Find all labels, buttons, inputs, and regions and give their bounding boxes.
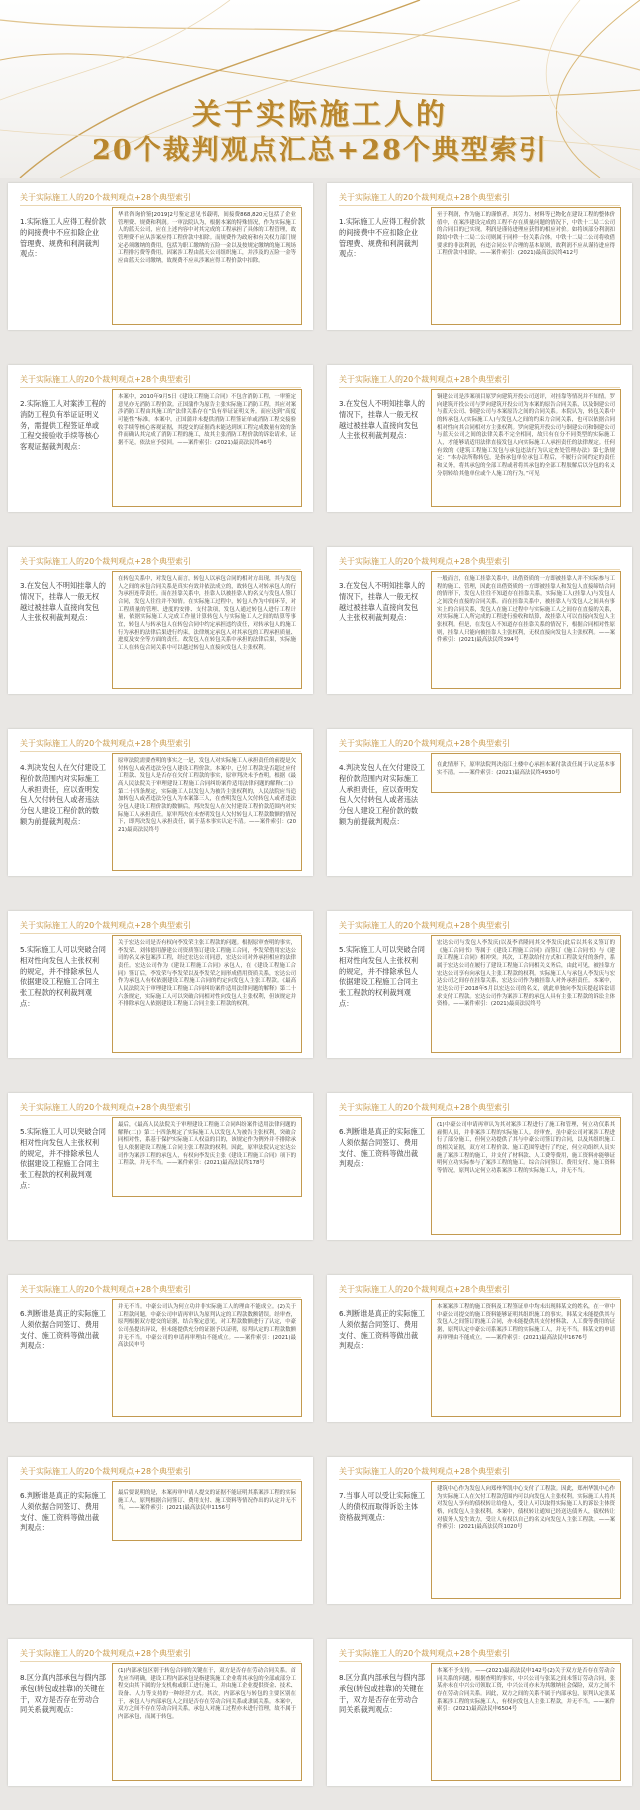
excerpt-text: 并无不当。中豪公司认为何立功并非实际施工人的理由不能成立。(2)关于工程款问题，中豪公司申请再审认为原判认定的工程款数额错误。经审查，原判根据双方提交的证据，结合鉴定意见，对工程款数额进行了认定，中豪公司虽提出异议，但未能提供充分的证据予以证明，原判认定的工程款数额并无不当。中豪公司的申请再审理由不能成立。——案件索引：(2021)最高法民申号 xyxy=(118,1304,296,1349)
slide-header: 关于实际施工人的20个裁判观点+28个典型索引 xyxy=(339,557,511,566)
slide-1 xyxy=(8,183,313,330)
excerpt-text: (1)内部承包区别于转包合同的关键在于，双方是否存在劳动合同关系。首先应当明确，建设工程内部承包是指建筑施工企业将其承包的全部或部分工程交由其下属的分支机构或职工进行施工，并由施工企业提供资金、技术、设备、人力等支持的一种经营方式。其次，内部承包与转包的主要区别在于，承包人与内部承包人之间是否存在劳动合同关系或隶属关系。本案中，双方之间不存在劳动合同关系，承包人对施工过程亦未进行管理，故不属于内部承包，而属于转包。 xyxy=(118,1668,296,1721)
slide-viewpoint: 7.当事人可以受让实际施工人的债权而取得诉讼主体资格裁判观点： xyxy=(339,1491,425,1522)
slide-13 xyxy=(8,1275,313,1422)
header-divider xyxy=(20,205,301,206)
excerpt-text: 至于利润，作为施工的谨慎者，其劳力、材料等已物化在建设工程的整体价值中，在案涉建设完成的工程不存在质量问题的情况下，中铁十二局二公司的合同目的已实现，利润是谨待进理应获得的相应对价。如将该部分利润扣除给中铁十二局二公司则属于同样一份关系合体。中铁十二局二公司将收借要求的非法利润，有违合同公平合理的基本原则，故利润不应从谨待进应得工程价款中扣除。——案件索引：(2021)最高法民终412号 xyxy=(437,212,615,257)
excerpt-box xyxy=(112,1663,302,1781)
slide-viewpoint: 1.实际施工人应得工程价款的间接费中不应扣除企业管理费、规费和利润裁判观点： xyxy=(339,217,425,259)
slide-viewpoint: 5.实际施工人可以突破合同相对性向发包人主张权利的规定，并不排除承包人依据建设工程施工合同主张工程款的权利裁判观点： xyxy=(20,945,106,1008)
slide-header: 关于实际施工人的20个裁判观点+28个典型索引 xyxy=(20,1285,192,1294)
excerpt-text: 本案案涉工程的施工资料及工程签证单中均未出现韩某文的姓名，在一审中中豪公司提交的施工资料能够证明其组织施工的事实。韩某文未能提供其与发包人之间签订的施工合同，亦未能提供其支付材料款、人工费等费用的证据，原判认定中豪公司系案涉工程的实际施工人，并无不当。韩某文的申请再审理由不能成立。——案件索引：(2021)最高法民申1676号 xyxy=(437,1304,615,1341)
slide-header: 关于实际施工人的20个裁判观点+28个典型索引 xyxy=(20,1467,192,1476)
slide-viewpoint: 4.判决发包人在欠付建设工程价款范围内对实际施工人承担责任，应以查明发包人欠付转包人或者违法分包人建设工程价款的数额为前提裁判观点： xyxy=(339,763,425,826)
header-divider xyxy=(20,933,301,934)
excerpt-text: 在转包关系中，对发包人而言，转包人以承包合同的相对方出现，其与发包人之间的承包合同关系是真实有效并依法成立的，故转包人对转承包人的行为承担连带责任。而在挂靠关系中，挂靠人以被挂靠人的名义与发包人签订合同，发包人往往并不知情。在实际施工过程中，转包人作为中间环节，对工程质量的管理、进度的安排、支付款项，发包人通过转包人进行工程计量，依据实际施工人完成工作量计算转包人与实际施工人之间的结算等事宜，转包人与转承包人在转包合同中约定承担违约责任，对转承包人的施工行为承担的法律后果进行约束，法律规定承包人对其承包的工程承担质量、进度及安全等方面的责任。故发包人在转包关系中承担的法律后果，实际施工人在转包合同关系中可以越过转包人直接向发包人主张权利。 xyxy=(118,576,296,652)
slide-header: 关于实际施工人的20个裁判观点+28个典型索引 xyxy=(339,739,511,748)
slide-header: 关于实际施工人的20个裁判观点+28个典型索引 xyxy=(339,1103,511,1112)
header-divider xyxy=(339,205,620,206)
slide-8 xyxy=(327,729,632,876)
excerpt-text: 最后，《最高人民法院关于审理建设工程施工合同纠纷案件适用法律问题的解释(二)》第二十四条规定了实际施工人以发包人为被告主张权利，突破合同相对性，系基于保护实际施工人权益的目的，该规定作为例外并不排除承包人依据建设工程施工合同主张工程款的权利。因此，原审法院认定宏达公司作为案涉工程的承包人，有权向李发庆主张《建设工程施工合同》项下的工程款，并无不当。——案件索引：(2021)最高法民终178号 xyxy=(118,1122,296,1167)
excerpt-text: 一般而言，在施工挂靠关系中，出借资质的一方即被挂靠人并不实际参与工程的施工、管理，因此在出借资质的一方即被挂靠人和发包人直接缔结合同的情形下，发包人往往不知道存在挂靠关系，实际施工人(挂靠人)与发包人之间没有直接的合同关系。而在挂靠关系中，被挂靠人与发包人之间具有事实上的合同关系，发包人在施工过程中与实际施工人之间存在直接的关系，对实际施工人所完成的工程进行验收和结算，故挂靠人可以直接向发包人主张权利。但是，在发包人不知道存在挂靠关系的情况下，根据合同相对性原则，挂靠人只能向被挂靠人主张权利，无权直接向发包人主张权利。——案件索引：(2021)最高法民终394号 xyxy=(437,576,615,644)
slide-viewpoint: 8.区分真内部承包与假内部承包(转包或挂靠)的关键在于，双方是否存在劳动合同关系裁判观点： xyxy=(20,1673,106,1715)
excerpt-text: 宏达公司与发包人李发庆(以及李君隆同其父李发庆)此后以其名义签订的《施工合同书》等属于《建设工程施工合同》而签订《施工合同书》与《建设工程施工合同》相冲突。其次，工程款给付方式和工程款支付的条件，系属于宏达公司在履行了建设工程施工合同相关义务后，由此可见，被挂靠方宏达公司享有向承包人主张工程款的权利。实际施工人与承包人李发庆与宏达公司之间存在挂靠关系，宏达公司作为被挂靠人对外承担责任。本案中，宏达公司于2018年5月以宏达公司的名义，就此单独向李发庆提起诉讼请求支付工程款。宏达公司作为案涉工程的承包人具有主张工程款的诉讼主体资格。——案件索引：(2021)最高法民终号 xyxy=(437,940,615,1008)
excerpt-text: 原审法院需要查明的事实之一是，发包人对实际施工人承担责任的前提是欠付转包人或者违法分包人建设工程价款。本案中，已付工程款是否超过应付工程款、发包人是否存在欠付工程款的事实，原审判决未予查明。根据《最高人民法院关于审理建设工程施工合同纠纷案件适用法律问题的解释(二)》第二十四条规定，实际施工人以发包人为被告主张权利的，人民法院应当追加转包人或者违法分包人为本案第三人，在查明发包人欠付转包人或者违法分包人建设工程价款的数额后，判决发包人在欠付建设工程价款范围内对实际施工人承担责任。原审判决在未查明发包人欠付转包人工程款数额的情况下，即判决发包人承担责任，属于基本事实认定不清。——案件索引：(2021)最高法民终号 xyxy=(118,758,296,834)
excerpt-text: (1)中豪公司申请再审认为其对案涉工程进行了施工和管理，何立功仅系其雇佣人员，并非案涉工程的实际施工人。经审查，虽中豪公司对案涉工程进行了部分施工，但何立功提供了其与中豪公司签订的合同，以及其组织施工的相关证据，双方对工程价款、施工范围等进行了约定，何立功组织人员实施了案涉工程的施工，并支付了材料款、人工费等费用，施工资料亦能够证明何立功实际参与了案涉工程的施工。综合合同签订、费用支付、施工资料等情况，原判认定何立功系案涉工程的实际施工人，并无不当。 xyxy=(437,1122,615,1175)
excerpt-box xyxy=(431,1117,621,1235)
header-divider xyxy=(20,1661,301,1662)
excerpt-box xyxy=(112,935,302,1053)
excerpt-box xyxy=(112,1481,302,1541)
slide-header: 关于实际施工人的20个裁判观点+28个典型索引 xyxy=(20,1649,192,1658)
excerpt-text: 在此情形下，原审法院判决南江土楼中心承担本案付款责任属于认定基本事实不清。——案件索引：(2021)最高法民终4930号 xyxy=(437,762,615,776)
excerpt-text: 建筑中心作为发包人向郑州华凯中心支付了工程款。因此，郑州华凯中心作为实际施工人在欠付工程款范围内可以向发包人主张权利。实际施工人将其对发包人享有的债权转让给他人，受让人可以取得实际施工人的诉讼主体资格，向发包人主张权利。本案中，债权转让通知已经送达债务人，债权转让对债务人发生效力，受让人有权以自己的名义向发包人主张工程款。——案件索引：(2021)最高法民终1020号 xyxy=(437,1486,615,1531)
excerpt-box xyxy=(431,207,621,325)
header-divider xyxy=(20,387,301,388)
slide-17 xyxy=(8,1639,313,1786)
slide-viewpoint: 1.实际施工人应得工程价款的间接费中不应扣除企业管理费、规费和利润裁判观点： xyxy=(20,217,106,259)
header-divider xyxy=(20,569,301,570)
header-divider xyxy=(339,1479,620,1480)
slide-header: 关于实际施工人的20个裁判观点+28个典型索引 xyxy=(20,375,192,384)
slide-header: 关于实际施工人的20个裁判观点+28个典型索引 xyxy=(339,1649,511,1658)
slide-viewpoint: 3.在发包人不明知挂靠人的情况下，挂靠人一般无权越过被挂靠人直接向发包人主张权利裁判观点： xyxy=(339,399,425,441)
slide-viewpoint: 4.判决发包人在欠付建设工程价款范围内对实际施工人承担责任，应以查明发包人欠付转包人或者违法分包人建设工程价款的数额为前提裁判观点： xyxy=(20,763,106,826)
slide-12 xyxy=(327,1093,632,1240)
slide-header: 关于实际施工人的20个裁判观点+28个典型索引 xyxy=(339,1285,511,1294)
slide-header: 关于实际施工人的20个裁判观点+28个典型索引 xyxy=(20,193,192,202)
slide-10 xyxy=(327,911,632,1058)
header-divider xyxy=(339,387,620,388)
slide-4 xyxy=(327,365,632,512)
slide-5 xyxy=(8,547,313,694)
excerpt-text: 本案不予支持。——(2021)最高法民申142号(2)关于双方是否存在劳动合同关系的问题，根据查明的事实，中兴公司与张某之间未签订劳动合同，张某亦未在中兴公司领取工资，中兴公司亦未为其缴纳社会保险，双方之间不存在劳动合同关系。因此，双方之间的关系不属于内部承包，原判认定张某系案涉工程的实际施工人，有权向发包人主张工程款，并无不当。——案件索引：(2021)最高法民申6504号 xyxy=(437,1668,615,1713)
excerpt-box xyxy=(112,389,302,507)
header-divider xyxy=(339,1297,620,1298)
slide-viewpoint: 6.判断谁是真正的实际施工人须依据合同签订、费用支付、施工资料等做出裁判观点： xyxy=(20,1309,106,1351)
excerpt-text: 华君咨询价鉴[2019]2号鉴定意见书载明，间接费868,820元包括了企业管理费、规费和利润。一审法院认为，根据本案的特殊情况，作为实际施工人的蓝天公司，应在上述内容中对其完成的工程承担了具体的工程管理，故管理费不应从涉案应得工程价款中扣除。而规费作为政府和有关权力部门规定必须缴纳的费用，包括为职工缴纳的五险一金以及按规定缴纳的施工现场工程排污费等费用，因案涉工程由蓝天公司组织施工，并涉及的五险一金等应由蓝天公司缴纳，故规费不应从涉案应得工程价款中扣除。 xyxy=(118,212,296,265)
excerpt-box xyxy=(112,1117,302,1197)
slide-header: 关于实际施工人的20个裁判观点+28个典型索引 xyxy=(20,557,192,566)
excerpt-box xyxy=(112,207,302,325)
header-divider xyxy=(20,1479,301,1480)
slide-viewpoint: 5.实际施工人可以突破合同相对性向发包人主张权利的规定，并不排除承包人依据建设工程施工合同主张工程款的权利裁判观点： xyxy=(339,945,425,1008)
excerpt-text: 本案中，2010年9月5日《建设工程施工合同》不包含消防工程，一审鉴定意见亦无消防工程价款。正国蒲作为原告主张实际施工消防工程，其应对案涉消防工程由其施工的“法律关系存在”负有举证证明义务。而应达到“高度可能性”标准。本案中，正国蒲并未提供消防工程签证单或消防工程交接验收手续等核心客观证据，其提交的证据尚未能达到该工程完成数量有效的条件而确认其完成了消防工程的施工，故其主张消防工程价款的诉讼请求，证据不足，依法应予驳回。——案件索引：(2021)最高法民终46号 xyxy=(118,394,296,447)
header-divider xyxy=(20,1297,301,1298)
banner-title-line1: 关于实际施工人的 xyxy=(191,97,448,131)
excerpt-text: 关于宏达公司是否有权向李发荣主张工程款的问题。根据原审查明的事实，李发荣、刘伟德用静建公司资质签订建设工程施工合同，李发荣借用宏达公司的名义承包案涉工程，经过宏达公司同意，宏达公司对外承担相应的法律责任。宏达公司作为《建设工程施工合同》承包人，在《建设工程施工合同》签订后，李发荣与李发荣以及李发荣之间形成借用资质关系，宏达公司作为承包人有权依据建设工程施工合同的约定向发包人主张工程款。《最高人民法院关于审理建设工程施工合同纠纷案件适用法律问题的解释》第二十六条规定，实际施工人可以突破合同相对性向发包人主张权利，但该规定并不排除承包人依据建设工程施工合同主张工程款的权利。 xyxy=(118,940,296,1008)
banner xyxy=(0,0,640,178)
slide-16 xyxy=(327,1457,632,1604)
excerpt-box xyxy=(431,389,621,507)
slide-header: 关于实际施工人的20个裁判观点+28个典型索引 xyxy=(20,1103,192,1112)
excerpt-box xyxy=(431,571,621,689)
slide-viewpoint: 6.判断谁是真正的实际施工人须依据合同签订、费用支付、施工资料等做出裁判观点： xyxy=(339,1127,425,1169)
excerpt-text: 铜建公司是涉案项目原罗向建筑开投公司送评，对挂靠等情况并不知情。罗向建筑开投公司与罗向建筑开投公司为本案的原告合同关系，以及铜建公司与蓝天公司、铜建公司与本案原告之间的合同关系。本院认为，转包关系中的转承包人(实际施工人)与发包人之间的约束力合同关系，也可以依据合同相对性向其合同相对方主张权利。罗向建筑开投公司与铜建公司和铜建公司与蓝天公司之间的法律关系不完全相同，故只有在分不同类型的实际施工人，才能够请适用法律直接发包人向实际施工人承担责任的法律规定。任何有效的《建筑工程施工发包与承包违法行为认定查处管理办法》第七条规定：“本办法所称转包，是指承包单位承包工程后，不履行合同约定的责任和义务，将其承包的全部工程或者将其承包的全部工程肢解后以分包的名义分别转给其他单位或个人施工的行为。”可见 xyxy=(437,394,615,477)
excerpt-box xyxy=(112,753,302,871)
banner-title-line2: 20个裁判观点汇总+28个典型索引 xyxy=(92,135,548,166)
excerpt-box xyxy=(112,1299,302,1417)
excerpt-box xyxy=(112,571,302,689)
slide-3 xyxy=(8,365,313,512)
header-divider xyxy=(339,569,620,570)
slide-11 xyxy=(8,1093,313,1240)
excerpt-box xyxy=(431,1481,621,1599)
excerpt-box xyxy=(431,753,621,793)
slide-14 xyxy=(327,1275,632,1422)
slide-header: 关于实际施工人的20个裁判观点+28个典型索引 xyxy=(339,921,511,930)
excerpt-box xyxy=(431,1663,621,1781)
slide-header: 关于实际施工人的20个裁判观点+28个典型索引 xyxy=(20,921,192,930)
slide-viewpoint: 8.区分真内部承包与假内部承包(转包或挂靠)的关键在于，双方是否存在劳动合同关系裁判观点： xyxy=(339,1673,425,1715)
slide-header: 关于实际施工人的20个裁判观点+28个典型索引 xyxy=(339,193,511,202)
excerpt-box xyxy=(431,935,621,1053)
slide-viewpoint: 2.实际施工人对案涉工程的消防工程负有举证证明义务，需提供工程签证单或工程交接验收手续等核心客观证据裁判观点： xyxy=(20,399,106,452)
slide-header: 关于实际施工人的20个裁判观点+28个典型索引 xyxy=(339,1467,511,1476)
slide-viewpoint: 6.判断谁是真正的实际施工人须依据合同签订、费用支付、施工资料等做出裁判观点： xyxy=(339,1309,425,1351)
header-divider xyxy=(339,933,620,934)
header-divider xyxy=(20,751,301,752)
slide-18 xyxy=(327,1639,632,1786)
slide-15 xyxy=(8,1457,313,1604)
header-divider xyxy=(339,1115,620,1116)
slide-6 xyxy=(327,547,632,694)
slide-viewpoint: 3.在发包人不明知挂靠人的情况下，挂靠人一般无权越过被挂靠人直接向发包人主张权利裁判观点： xyxy=(339,581,425,623)
excerpt-text: 最后要说明的是，本案再审申请人提交的证据不能证明其系案涉工程的实际施工人，原判根据合同签订、费用支付、施工资料等情况作出的认定并无不当。——案件索引：(2021)最高法民申1156号 xyxy=(118,1490,296,1512)
excerpt-box xyxy=(431,1299,621,1417)
slide-viewpoint: 5.实际施工人可以突破合同相对性向发包人主张权利的规定，并不排除承包人依据建设工程施工合同主张工程款的权利裁判观点： xyxy=(20,1127,106,1190)
slide-viewpoint: 6.判断谁是真正的实际施工人须依据合同签订、费用支付、施工资料等做出裁判观点： xyxy=(20,1491,106,1533)
header-divider xyxy=(339,751,620,752)
slide-header: 关于实际施工人的20个裁判观点+28个典型索引 xyxy=(339,375,511,384)
header-divider xyxy=(339,1661,620,1662)
slide-header: 关于实际施工人的20个裁判观点+28个典型索引 xyxy=(20,739,192,748)
slide-9 xyxy=(8,911,313,1058)
header-divider xyxy=(20,1115,301,1116)
slide-2 xyxy=(327,183,632,330)
slide-viewpoint: 3.在发包人不明知挂靠人的情况下，挂靠人一般无权越过被挂靠人直接向发包人主张权利裁判观点： xyxy=(20,581,106,623)
slide-7 xyxy=(8,729,313,876)
